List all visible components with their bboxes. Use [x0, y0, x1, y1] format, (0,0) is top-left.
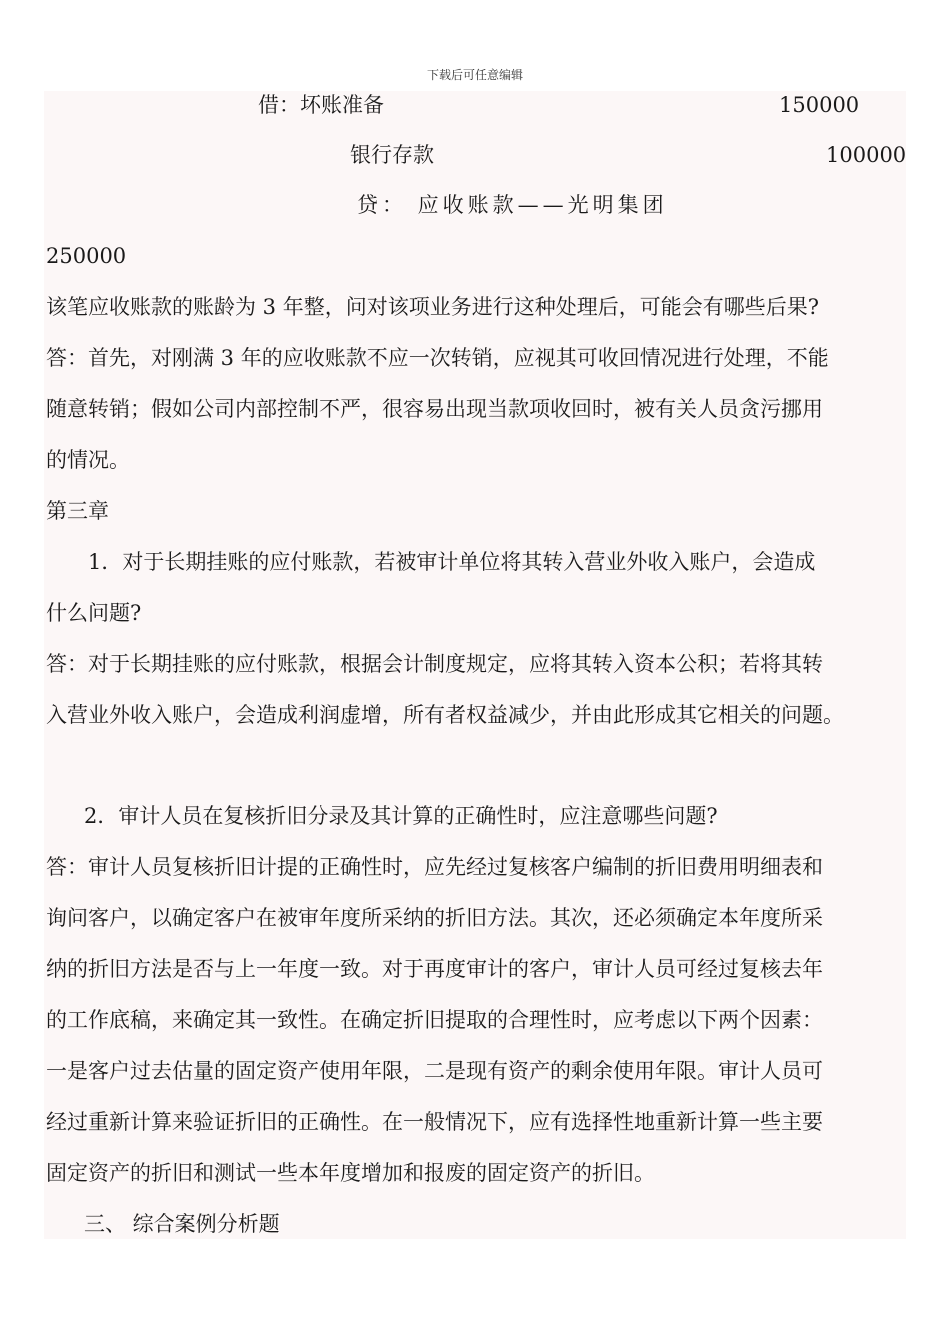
answer-3-line-4: 的工作底稿，来确定其一致性。在确定折旧提取的合理性时，应考虑以下两个因素：: [46, 1008, 823, 1032]
question-1-line-1: 1．对于长期挂账的应付账款，若被审计单位将其转入营业外收入账户，会造成: [88, 550, 816, 574]
question-1-line-2: 什么问题?: [46, 601, 142, 625]
answer-3-line-1: 答：审计人员复核折旧计提的正确性时，应先经过复核客户编制的折旧费用明细表和: [46, 855, 823, 879]
journal-debit2-label: 银行存款: [350, 143, 434, 167]
journal-debit-label: 借：坏账准备: [258, 93, 384, 117]
answer-3-line-7: 固定资产的折旧和测试一些本年度增加和报废的固定资产的折旧。: [46, 1161, 655, 1185]
answer-2-line-2: 入营业外收入账户，会造成利润虚增，所有者权益减少，并由此形成其它相关的问题。: [46, 703, 844, 727]
answer-3-line-6: 经过重新计算来验证折旧的正确性。在一般情况下，应有选择性地重新计算一些主要: [46, 1110, 823, 1134]
journal-debit2-amount: 100000: [826, 143, 907, 167]
journal-credit-amount: 250000: [46, 244, 127, 268]
journal-debit-amount: 150000: [779, 93, 860, 117]
question-2: 2．审计人员在复核折旧分录及其计算的正确性时，应注意哪些问题?: [84, 804, 718, 828]
answer-1-line-3: 的情况。: [46, 448, 130, 472]
journal-credit-label: 贷： 应收账款——光明集团: [357, 193, 668, 217]
answer-3-line-3: 纳的折旧方法是否与上一年度一致。对于再度审计的客户，审计人员可经过复核去年: [46, 957, 823, 981]
answer-1-line-2: 随意转销；假如公司内部控制不严，很容易出现当款项收回时，被有关人员贪污挪用: [46, 397, 823, 421]
answer-3-line-2: 询问客户，以确定客户在被审年度所采纳的折旧方法。其次，还必须确定本年度所采: [46, 906, 823, 930]
chapter-heading: 第三章: [46, 499, 109, 523]
question-aging: 该笔应收账款的账龄为 3 年整，问对该项业务进行这种处理后，可能会有哪些后果?: [46, 295, 819, 319]
answer-1-line-1: 答：首先，对刚满 3 年的应收账款不应一次转销，应视其可收回情况进行处理，不能: [46, 346, 829, 370]
section-3-heading: 三、 综合案例分析题: [84, 1212, 280, 1236]
answer-2-line-1: 答：对于长期挂账的应付账款，根据会计制度规定，应将其转入资本公积；若将其转: [46, 652, 823, 676]
answer-3-line-5: 一是客户过去估量的固定资产使用年限，二是现有资产的剩余使用年限。审计人员可: [46, 1059, 823, 1083]
page-header: 下载后可任意编辑: [426, 68, 523, 82]
